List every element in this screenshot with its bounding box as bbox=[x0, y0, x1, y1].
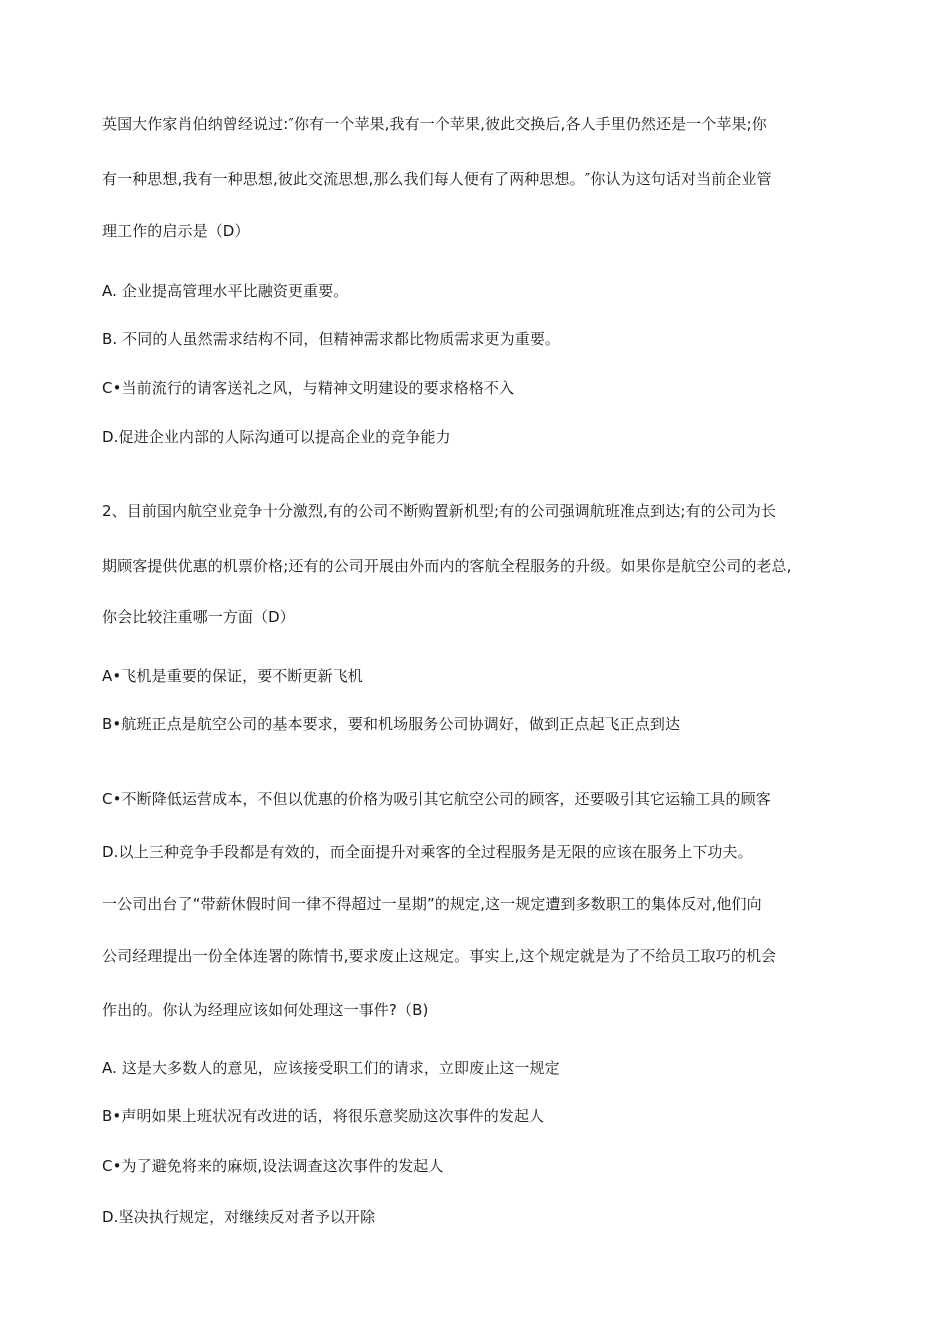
q1-stem-line-1: 英国大作家肖伯纳曾经说过:″你有一个苹果,我有一个苹果,彼此交换后,各人手里仍然还是一个苹果;你 bbox=[102, 115, 767, 133]
q3-stem-line-2: 公司经理提出一份全体连署的陈情书,要求废止这规定。事实上,这个规定就是为了不给员工取巧的机会 bbox=[102, 947, 777, 965]
q1-stem-line-2: 有一种思想,我有一种思想,彼此交流思想,那么我们每人便有了两种思想。″你认为这句话对当前企业管 bbox=[102, 170, 772, 188]
q2-stem-line-1: 2、目前国内航空业竞争十分激烈,有的公司不断购置新机型;有的公司强调航班准点到达;有的公司为长 bbox=[102, 502, 777, 520]
q2-stem-line-3: 你会比较注重哪一方面（D） bbox=[102, 608, 295, 626]
q1-option-a: A. 企业提高管理水平比融资更重要。 bbox=[102, 282, 349, 300]
q2-option-a: A•飞机是重要的保证，要不断更新飞机 bbox=[102, 667, 363, 685]
q3-option-d: D.坚决执行规定，对继续反对者予以开除 bbox=[102, 1208, 376, 1226]
q2-option-c: C•不断降低运营成本，不但以优惠的价格为吸引其它航空公司的顾客，还要吸引其它运输工具的顾客 bbox=[102, 790, 771, 808]
q2-option-b: B•航班正点是航空公司的基本要求，要和机场服务公司协调好，做到正点起飞正点到达 bbox=[102, 715, 681, 733]
q2-stem-line-2: 期顾客提供优惠的机票价格;还有的公司开展由外而内的客航全程服务的升级。如果你是航空公司的老总, bbox=[102, 557, 792, 575]
q1-option-d: D.促进企业内部的人际沟通可以提高企业的竞争能力 bbox=[102, 428, 451, 446]
q1-option-b: B. 不同的人虽然需求结构不同，但精神需求都比物质需求更为重要。 bbox=[102, 330, 561, 348]
q1-stem-line-3: 理工作的启示是（D） bbox=[102, 222, 250, 240]
q3-option-c: C•为了避免将来的麻烦,设法调查这次事件的发起人 bbox=[102, 1157, 444, 1175]
q3-option-b: B•声明如果上班状况有改进的话，将很乐意奖励这次事件的发起人 bbox=[102, 1107, 545, 1125]
q2-option-d: D.以上三种竞争手段都是有效的，而全面提升对乘客的全过程服务是无限的应该在服务上下功夫。 bbox=[102, 843, 753, 861]
q3-stem-line-1: 一公司出台了“带薪休假时间一律不得超过一星期”的规定,这一规定遭到多数职工的集体反对,他们向 bbox=[102, 895, 762, 913]
q1-option-c: C•当前流行的请客送礼之风，与精神文明建设的要求格格不入 bbox=[102, 379, 515, 397]
q3-option-a: A. 这是大多数人的意见，应该接受职工们的请求，立即废止这一规定 bbox=[102, 1059, 560, 1077]
q3-stem-line-3: 作出的。你认为经理应该如何处理这一事件?（B) bbox=[102, 1001, 429, 1019]
